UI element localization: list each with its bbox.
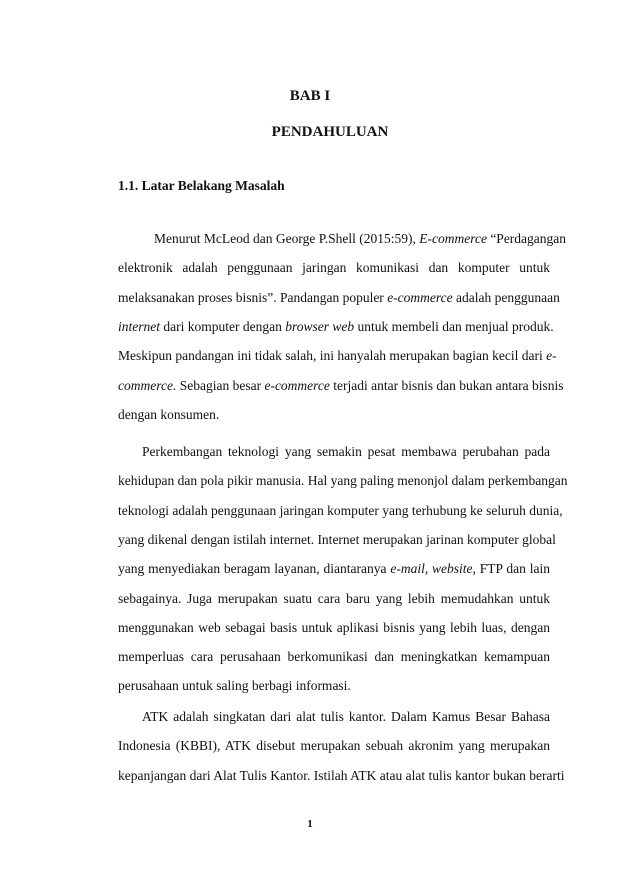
text-line: menggunakan web sebagai basis untuk aplikasi bisnis yang lebih luas, dengan	[118, 619, 550, 635]
text-line: internet dari komputer dengan browser web untuk membeli dan menjual produk.	[118, 318, 554, 334]
text-line: ATK adalah singkatan dari alat tulis kantor. Dalam Kamus Besar Bahasa	[142, 709, 550, 724]
text-line: Perkembangan teknologi yang semakin pesat membawa perubahan pada	[142, 444, 550, 459]
emphasis-text: internet	[118, 318, 160, 334]
text-line: dengan konsumen.	[118, 406, 220, 422]
text-line: Meskipun pandangan ini tidak salah, ini hanyalah merupakan bagian kecil dari e-	[118, 348, 557, 364]
emphasis-text: e-	[546, 348, 557, 364]
text-line: teknologi adalah penggunaan jaringan komputer yang terhubung ke seluruh dunia,	[118, 502, 563, 518]
chapter-title: PENDAHULUAN	[271, 124, 389, 140]
text-line: memperluas cara perusahaan berkomunikasi dan meningkatkan kemampuan	[118, 649, 550, 665]
emphasis-text: e-commerce	[264, 377, 330, 393]
text-line: Indonesia (KBBI), ATK disebut merupakan sebuah akronim yang merupakan	[118, 738, 550, 754]
text-line: elektronik adalah penggunaan jaringan komunikasi dan komputer untuk	[118, 260, 550, 276]
emphasis-text: browser web	[285, 318, 355, 334]
text-line: kepanjangan dari Alat Tulis Kantor. Istilah ATK atau alat tulis kantor bukan berarti	[118, 767, 565, 783]
chapter-label: BAB I	[289, 88, 331, 104]
emphasis-text: e-commerce	[387, 289, 453, 305]
text-line: Menurut McLeod dan George P.Shell (2015:59), E-commerce “Perdagangan	[154, 231, 567, 246]
emphasis-text: commerce.	[118, 377, 177, 393]
emphasis-text: E-commerce	[419, 231, 487, 246]
text-line: perusahaan untuk saling berbagi informasi.	[118, 678, 351, 694]
text-line: sebagainya. Juga merupakan suatu cara baru yang lebih memudahkan untuk	[118, 590, 550, 606]
page-number: 1	[307, 818, 313, 830]
text-line: kehidupan dan pola pikir manusia. Hal yang paling menonjol dalam perkembangan	[118, 473, 568, 489]
text-line: yang dikenal dengan istilah internet. Internet merupakan jarinan komputer global	[118, 531, 556, 547]
section-heading: 1.1. Latar Belakang Masalah	[118, 178, 285, 193]
text-line: commerce. Sebagian besar e-commerce terjadi antar bisnis dan bukan antara bisnis	[118, 377, 564, 393]
text-line: melaksanakan proses bisnis”. Pandangan populer e-commerce adalah penggunaan	[118, 289, 560, 305]
text-line: yang menyediakan beragam layanan, diantaranya e-mail, website, FTP dan lain	[118, 561, 551, 577]
emphasis-text: e-mail, website,	[390, 561, 476, 577]
